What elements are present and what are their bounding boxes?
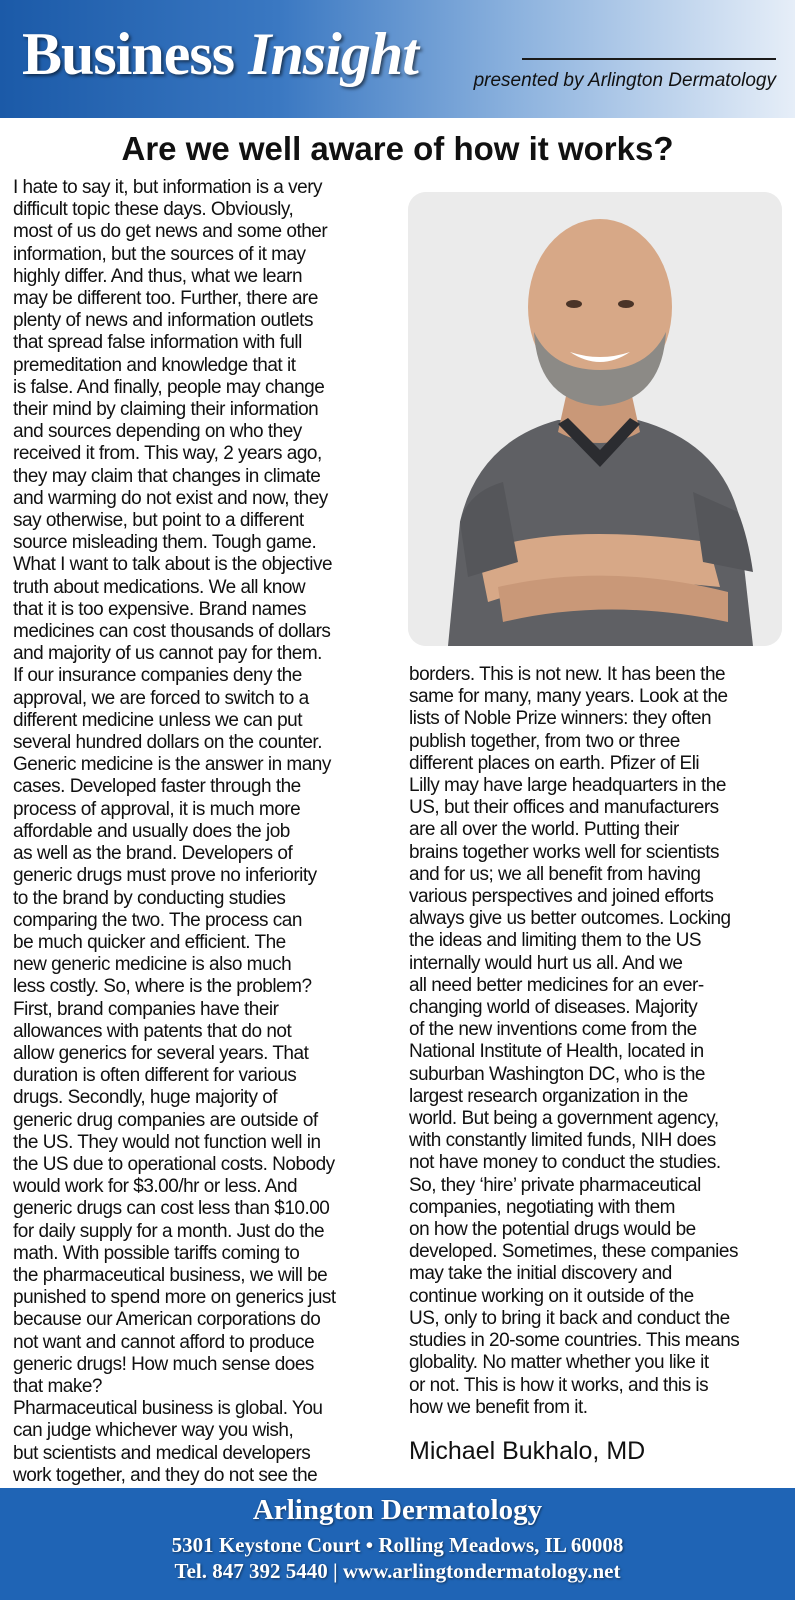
article-line: So, they ‘hire’ private pharmaceutical: [409, 1174, 701, 1196]
article-line: and sources depending on who they: [13, 421, 302, 443]
article-left-column: [13, 177, 391, 1487]
article-line: but scientists and medical developers: [13, 1442, 311, 1464]
article-line: and warming do not exist and now, they: [13, 487, 328, 509]
article-line: on how the potential drugs would be: [409, 1219, 696, 1241]
article-line: for daily supply for a month. Just do the: [13, 1220, 325, 1242]
article-line: with constantly limited funds, NIH does: [409, 1130, 716, 1152]
article-line: less costly. So, where is the problem?: [13, 976, 312, 998]
article-line: always give us better outcomes. Locking: [409, 908, 731, 930]
article-line: say otherwise, but point to a different: [13, 510, 304, 532]
article-line: that spread false information with full: [13, 332, 302, 354]
article-line: may take the initial discovery and: [409, 1263, 672, 1285]
article-line: approval, we are forced to switch to a: [13, 687, 309, 709]
article-line: how we benefit from it.: [409, 1396, 588, 1418]
article-line: because our American corporations do: [13, 1309, 321, 1331]
article-line: allow generics for several years. That: [13, 1042, 309, 1064]
article-line: comparing the two. The process can: [13, 909, 302, 931]
article-line: that it is too expensive. Brand names: [13, 598, 307, 620]
article-line: of the new inventions come from the: [409, 1019, 697, 1041]
article-line: their mind by claiming their information: [13, 399, 319, 421]
article-line: generic drug companies are outside of: [13, 1109, 318, 1131]
article-line: the US due to operational costs. Nobody: [13, 1153, 335, 1175]
article-line: various perspectives and joined efforts: [409, 886, 714, 908]
header-rule: [522, 58, 776, 60]
article-line: and majority of us cannot pay for them.: [13, 643, 322, 665]
article-line: companies, negotiating with them: [409, 1196, 675, 1218]
brand-main: Business: [22, 21, 235, 87]
article-line: internally would hurt us all. And we: [409, 952, 683, 974]
article-line: new generic medicine is also much: [13, 954, 292, 976]
header-banner: [0, 0, 795, 118]
footer-contact: Tel. 847 392 5440 | www.arlingtondermatology.net: [174, 1559, 621, 1583]
article-line: not want and cannot afford to produce: [13, 1331, 315, 1353]
article-line: as well as the brand. Developers of: [13, 843, 293, 865]
article-line: brains together works well for scientists: [409, 841, 720, 863]
article-line: source misleading them. Tough game.: [13, 532, 317, 554]
article-line: Lilly may have large headquarters in the: [409, 775, 726, 797]
article-line: publish together, from two or three: [409, 730, 680, 752]
article-line: largest research organization in the: [409, 1085, 688, 1107]
article-line: duration is often different for various: [13, 1065, 297, 1087]
article-line: would work for $3.00/hr or less. And: [13, 1176, 298, 1198]
article-line: different medicine unless we can put: [13, 709, 302, 731]
article-line: they may claim that changes in climate: [13, 465, 321, 487]
article-line: I hate to say it, but information is a very: [13, 177, 323, 198]
footer-address: 5301 Keystone Court • Rolling Meadows, IL 60008: [171, 1533, 624, 1557]
article-line: developed. Sometimes, these companies: [409, 1241, 738, 1263]
article-line: received it from. This way, 2 years ago,: [13, 443, 322, 465]
article-line: allowances with patents that do not: [13, 1020, 292, 1042]
article-line: math. With possible tariffs coming to: [13, 1242, 300, 1264]
article-line: generic drugs must prove no inferiority: [13, 865, 317, 887]
article-line: US, but their offices and manufacturers: [409, 797, 719, 819]
article-line: may be different too. Further, there are: [13, 288, 318, 310]
article-line: world. But being a government agency,: [409, 1108, 719, 1130]
article-line: plenty of news and information outlets: [13, 310, 313, 332]
article-line: borders. This is not new. It has been the: [409, 664, 726, 685]
author-photo: [408, 192, 782, 646]
article-line: same for many, many years. Look at the: [409, 686, 728, 708]
article-line: generic drugs can cost less than $10.00: [13, 1198, 330, 1220]
article-line: premeditation and knowledge that it: [13, 354, 296, 376]
article-line: globality. No matter whether you like it: [409, 1352, 709, 1374]
article-headline: Are we well aware of how it works?: [121, 130, 674, 167]
article-line: and for us; we all benefit from having: [409, 863, 701, 885]
brand-title: [22, 22, 418, 86]
footer-org-name: Arlington Dermatology: [252, 1494, 543, 1526]
article-line: Pharmaceutical business is global. You: [13, 1398, 323, 1420]
article-line: the US. They would not function well in: [13, 1131, 321, 1153]
article-line: US, only to bring it back and conduct the: [409, 1307, 730, 1329]
article-line: not have money to conduct the studies.: [409, 1152, 721, 1174]
article-line: most of us do get news and some other: [13, 221, 328, 243]
article-line: drugs. Secondly, huge majority of: [13, 1087, 278, 1109]
article-line: studies in 20-some countries. This means: [409, 1330, 740, 1352]
article-line: affordable and usually does the job: [13, 820, 290, 842]
article-line: Generic medicine is the answer in many: [13, 754, 331, 776]
article-line: truth about medications. We all know: [13, 576, 306, 598]
presented-by: presented by Arlington Dermatology: [473, 70, 776, 91]
article-line: highly differ. And thus, what we learn: [13, 265, 303, 287]
article-line: lists of Noble Prize winners: they often: [409, 708, 712, 730]
article-line: National Institute of Health, located in: [409, 1041, 704, 1063]
article-line: medicines can cost thousands of dollars: [13, 621, 331, 643]
article-line: the ideas and limiting them to the US: [409, 930, 702, 952]
article-right-column: [409, 664, 787, 1419]
article-line: punished to spend more on generics just: [13, 1287, 336, 1309]
article-line: all need better medicines for an ever-: [409, 974, 704, 996]
author-photo-illustration: [408, 192, 782, 646]
article-line: is false. And finally, people may change: [13, 376, 325, 398]
article-line: be much quicker and efficient. The: [13, 931, 286, 953]
article-line: If our insurance companies deny the: [13, 665, 302, 687]
article-line: First, brand companies have their: [13, 998, 279, 1020]
brand-italic: Insight: [248, 21, 418, 87]
article-line: several hundred dollars on the counter.: [13, 732, 322, 754]
article-line: that make?: [13, 1375, 102, 1397]
footer-banner: [0, 1488, 795, 1600]
article-line: continue working on it outside of the: [409, 1285, 694, 1307]
article-line: work together, and they do not see the: [13, 1464, 318, 1486]
article-line: are all over the world. Putting their: [409, 819, 679, 841]
article-line: or not. This is how it works, and this is: [409, 1374, 709, 1396]
article-line: can judge whichever way you wish,: [13, 1420, 294, 1442]
article-line: different places on earth. Pfizer of Eli: [409, 752, 700, 774]
article-line: process of approval, it is much more: [13, 798, 301, 820]
author-signature: Michael Bukhalo, MD: [409, 1437, 646, 1465]
article-line: generic drugs! How much sense does: [13, 1353, 314, 1375]
article-line: to the brand by conducting studies: [13, 887, 286, 909]
article-line: What I want to talk about is the objective: [13, 554, 333, 576]
article-line: information, but the sources of it may: [13, 243, 306, 265]
article-line: suburban Washington DC, who is the: [409, 1063, 705, 1085]
article-line: the pharmaceutical business, we will be: [13, 1264, 328, 1286]
article-line: cases. Developed faster through the: [13, 776, 301, 798]
article-line: difficult topic these days. Obviously,: [13, 199, 294, 221]
article-line: changing world of diseases. Majority: [409, 997, 698, 1019]
